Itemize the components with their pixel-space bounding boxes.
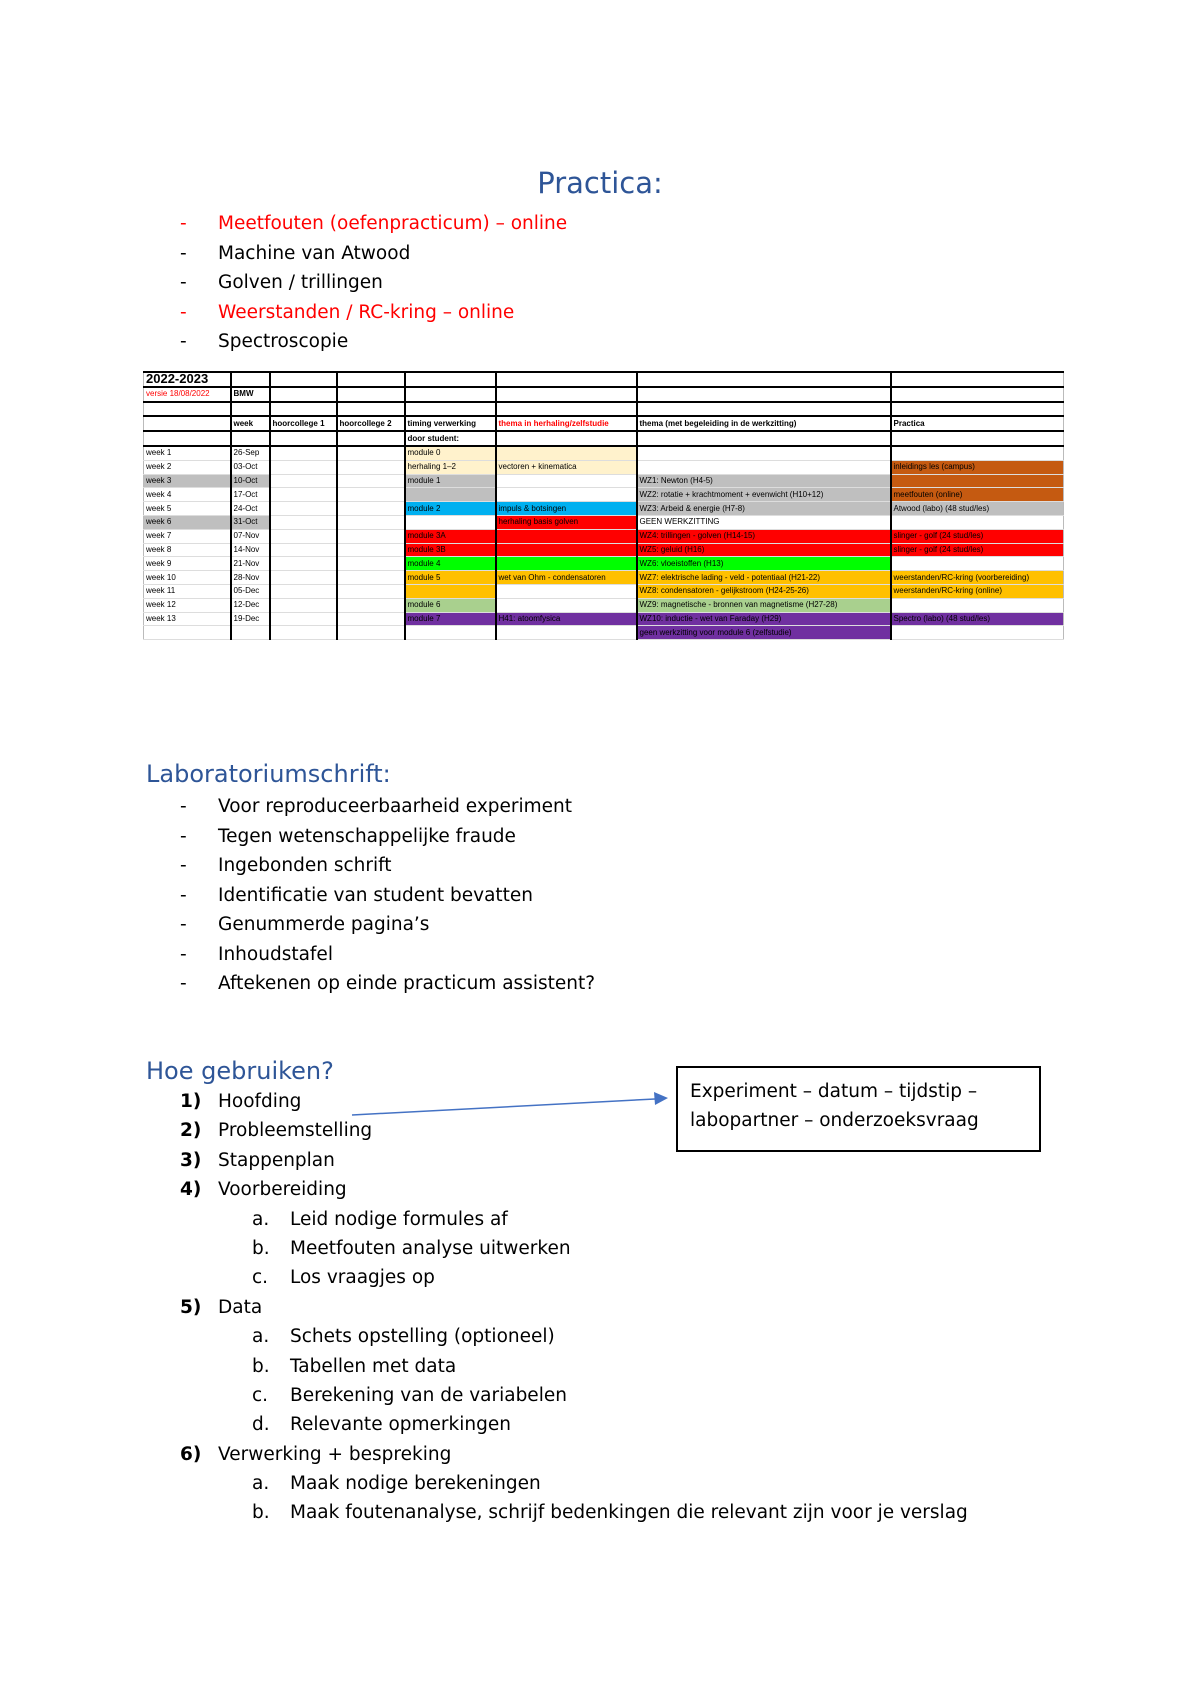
table-cell: module 0 — [405, 446, 496, 460]
table-cell: meetfouten (online) — [891, 488, 1064, 502]
table-cell: 03-Oct — [231, 460, 270, 474]
callout-line-1: Experiment – datum – tijdstip – — [690, 1081, 978, 1102]
usage-item-number: c. — [252, 1384, 269, 1406]
usage-item-text: Stappenplan — [218, 1149, 335, 1171]
table-cell: 31-Oct — [231, 515, 270, 529]
table-cell: 24-Oct — [231, 502, 270, 516]
table-cell: H41: atoomfysica — [496, 612, 637, 626]
lab-item: - Genummerde pagina’s — [180, 910, 595, 940]
callout-line-2: labopartner – onderzoeksvraag — [690, 1110, 979, 1131]
usage-item-number: b. — [252, 1237, 270, 1259]
table-cell: WZ2: rotatie + krachtmoment + evenwicht (H10+12) — [637, 488, 891, 502]
table-cell: door student: — [405, 431, 496, 446]
table-cell: 05-Dec — [231, 584, 270, 598]
table-cell: herhaling basis golven — [496, 515, 637, 529]
table-cell: WZ6: vloeistoffen (H13) — [637, 557, 891, 571]
lab-item: - Voor reproduceerbaarheid experiment — [180, 792, 595, 822]
usage-item-number: a. — [252, 1208, 270, 1230]
table-cell: week 11 — [144, 584, 231, 598]
table-cell: module 4 — [405, 557, 496, 571]
usage-item-number: a. — [252, 1473, 270, 1495]
table-cell: WZ1: Newton (H4-5) — [637, 474, 891, 488]
table-cell: 07-Nov — [231, 529, 270, 543]
table-cell: slinger - golf (24 stud/les) — [891, 529, 1064, 543]
usage-item-text: Voorbereiding — [218, 1179, 347, 1201]
table-cell: week 6 — [144, 515, 231, 529]
practica-item: - Spectroscopie — [180, 327, 567, 357]
table-cell: vectoren + kinematica — [496, 460, 637, 474]
practica-item: - Weerstanden / RC-kring – online — [180, 298, 567, 328]
practica-item: - Machine van Atwood — [180, 239, 567, 269]
usage-item-number: b. — [252, 1355, 270, 1377]
lab-item: - Ingebonden schrift — [180, 851, 595, 881]
table-cell: inleidings les (campus) — [891, 460, 1064, 474]
table-cell: WZ10: inductie - wet van Faraday (H29) — [637, 612, 891, 626]
table-cell: WZ5: geluid (H16) — [637, 543, 891, 557]
usage-item-text: Schets opstelling (optioneel) — [290, 1326, 555, 1348]
usage-item-text: Maak foutenanalyse, schrijf bedenkingen die relevant zijn voor je verslag — [290, 1502, 968, 1524]
table-cell: 14-Nov — [231, 543, 270, 557]
table-cell: 10-Oct — [231, 474, 270, 488]
table-cell: module 6 — [405, 598, 496, 612]
table-cell: impuls & botsingen — [496, 502, 637, 516]
usage-item-number: c. — [252, 1267, 269, 1289]
table-cell: 26-Sep — [231, 446, 270, 460]
table-cell: module 3B — [405, 543, 496, 557]
usage-item-text: Berekening van de variabelen — [290, 1384, 567, 1406]
lab-item: - Aftekenen op einde practicum assistent? — [180, 969, 595, 999]
lab-item: - Tegen wetenschappelijke fraude — [180, 822, 595, 852]
table-cell: timing verwerking — [405, 416, 496, 431]
usage-item-number: 5) — [180, 1296, 202, 1318]
usage-item-text: Los vraagjes op — [290, 1267, 435, 1289]
table-cell: week 7 — [144, 529, 231, 543]
table-cell: week 9 — [144, 557, 231, 571]
usage-item-text: Data — [218, 1296, 263, 1318]
table-cell: 17-Oct — [231, 488, 270, 502]
table-cell: Atwood (labo) (48 stud/les) — [891, 502, 1064, 516]
usage-item-number: 1) — [180, 1091, 202, 1112]
table-cell: thema in herhaling/zelfstudie — [496, 416, 637, 431]
table-cell: week 3 — [144, 474, 231, 488]
usage-item-text: Maak nodige berekeningen — [290, 1473, 541, 1495]
table-cell: module 2 — [405, 502, 496, 516]
table-cell: slinger - golf (24 stud/les) — [891, 543, 1064, 557]
table-cell: week 13 — [144, 612, 231, 626]
table-cell: week 12 — [144, 598, 231, 612]
table-cell: hoorcollege 2 — [337, 416, 405, 431]
table-cell: Practica — [891, 416, 1064, 431]
table-cell: wet van Ohm - condensatoren — [496, 571, 637, 585]
usage-item-number: 2) — [180, 1120, 202, 1142]
table-cell: module 5 — [405, 571, 496, 585]
usage-item-text: Hoofding — [218, 1091, 302, 1112]
table-cell: week 2 — [144, 460, 231, 474]
hoofding-callout — [676, 1066, 1041, 1152]
table-cell: WZ3: Arbeid & energie (H7-8) — [637, 502, 891, 516]
table-cell: thema (met begeleiding in de werkzitting) — [637, 416, 891, 431]
table-cell: Spectro (labo) (48 stud/les) — [891, 612, 1064, 626]
usage-item-number: 3) — [180, 1149, 202, 1171]
table-cell: week 4 — [144, 488, 231, 502]
usage-item-text: Leid nodige formules af — [290, 1208, 508, 1230]
table-cell: BMW — [231, 387, 270, 402]
table-cell: 12-Dec — [231, 598, 270, 612]
table-cell: WZ7: elektrische lading - veld - potentiaal (H21-22) — [637, 571, 891, 585]
lab-title: Laboratoriumschrift: — [146, 760, 391, 788]
usage-item-number: 6) — [180, 1443, 202, 1465]
table-cell: week 1 — [144, 446, 231, 460]
table-cell: WZ8: condensatoren - gelijkstroom (H24-25-26) — [637, 584, 891, 598]
usage-item-number: d. — [252, 1414, 270, 1436]
table-cell: herhaling 1–2 — [405, 460, 496, 474]
table-cell: WZ4: trillingen - golven (H14-15) — [637, 529, 891, 543]
table-cell: week — [231, 416, 270, 431]
usage-item-text: Probleemstelling — [218, 1120, 373, 1142]
table-cell: 21-Nov — [231, 557, 270, 571]
table-cell: week 8 — [144, 543, 231, 557]
usage-title: Hoe gebruiken? — [146, 1057, 334, 1085]
table-cell: versie 18/08/2022 — [144, 387, 231, 402]
practica-title: Practica: — [537, 166, 663, 200]
practica-item: - Golven / trillingen — [180, 268, 567, 298]
usage-item-number: b. — [252, 1502, 270, 1524]
table-cell: 2022-2023 — [144, 372, 231, 387]
table-cell: 19-Dec — [231, 612, 270, 626]
usage-item-number: 4) — [180, 1179, 202, 1201]
table-cell: WZ9: magnetische - bronnen van magnetisme (H27-28) — [637, 598, 891, 612]
usage-item-text: Verwerking + bespreking — [218, 1443, 452, 1465]
table-cell: module 3A — [405, 529, 496, 543]
table-cell: module 1 — [405, 474, 496, 488]
table-cell: 28-Nov — [231, 571, 270, 585]
usage-item-number: a. — [252, 1326, 270, 1348]
lab-item: - Identificatie van student bevatten — [180, 881, 595, 911]
table-cell: geen werkzitting voor module 6 (zelfstudie) — [637, 626, 891, 640]
usage-item-text: Tabellen met data — [290, 1355, 457, 1377]
table-cell: weerstanden/RC-kring (voorbereiding) — [891, 571, 1064, 585]
table-cell: GEEN WERKZITTING — [637, 515, 891, 529]
usage-item-text: Relevante opmerkingen — [290, 1414, 511, 1436]
table-cell: module 7 — [405, 612, 496, 626]
practica-item: - Meetfouten (oefenpracticum) – online — [180, 209, 567, 239]
lab-item: - Inhoudstafel — [180, 940, 595, 970]
table-cell: week 5 — [144, 502, 231, 516]
usage-item-text: Meetfouten analyse uitwerken — [290, 1237, 571, 1259]
table-cell: weerstanden/RC-kring (online) — [891, 584, 1064, 598]
table-cell: week 10 — [144, 571, 231, 585]
table-cell: hoorcollege 1 — [270, 416, 337, 431]
